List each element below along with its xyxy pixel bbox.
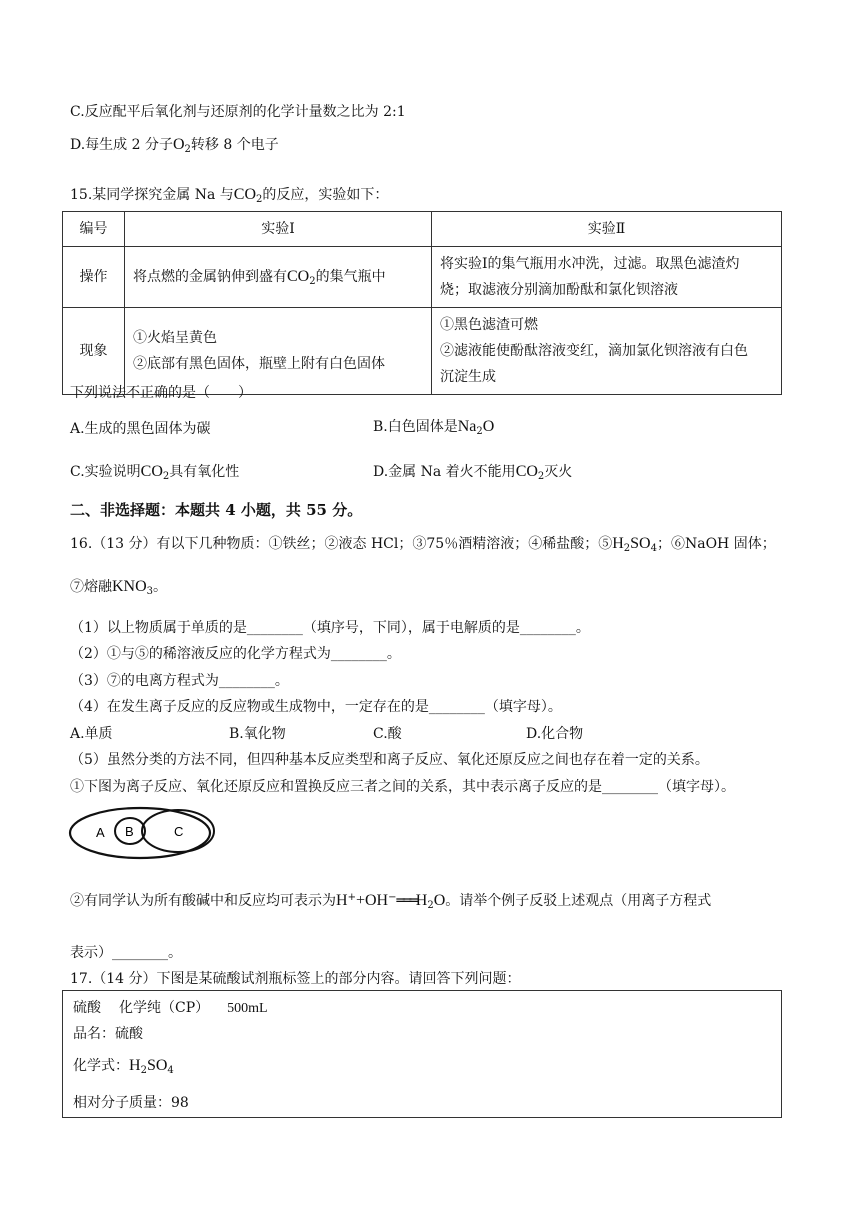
header-experiment-1: 实验Ⅰ [125,212,432,247]
q16-part-5b: ②有同学认为所有酸碱中和反应均可表示为$H^++OH^-═══H_2O$。请举个例子反驳上述观点（用离子方程式 [70,892,712,911]
q14-option-d: D.每生成 2 分子$O_2$转移 8 个电子 [70,136,279,155]
phenomenon-experiment-2: ①黑色滤渣可燃 ②滤液能使酚酞溶液变红，滴加氯化钡溶液有白色 沉淀生成 [432,308,782,395]
operation-experiment-2: 将实验Ⅰ的集气瓶用水冲洗，过滤。取黑色滤渣灼 烧；取滤液分别滴加酚酞和氯化钡溶液 [432,247,782,308]
q16-option-b: B.氧化物 [229,726,286,742]
q15-option-b: B.白色固体是$Na_2O$ [373,418,495,437]
operation-experiment-1: 将点燃的金属钠伸到盛有$CO_2$的集气瓶中 [125,247,432,308]
phenomenon-experiment-1: ①火焰呈黄色 ②底部有黑色固体，瓶壁上附有白色固体 [125,308,432,395]
q16-part-5b-cont: 表示）________。 [70,945,182,961]
q15-option-c: C.实验说明$CO_2$具有氧化性 [70,463,240,482]
q17-stem: 17.（14 分）下图是某硫酸试剂瓶标签上的部分内容。请回答下列问题： [70,971,521,987]
q16-option-d: D.化合物 [526,726,584,742]
header-number: 编号 [63,212,125,247]
venn-label-b: B [125,824,134,839]
header-experiment-2: 实验Ⅱ [432,212,782,247]
q16-part-4: （4）在发生离子反应的反应物或生成物中，一定存在的是________（填字母）。 [70,699,562,715]
row-label-operation: 操作 [63,247,125,308]
table-row-operation [63,247,782,308]
q15-question: 下列说法不正确的是（ ） [70,385,252,401]
venn-diagram [66,804,226,862]
label-product-name: 品名：硫酸 [73,1026,143,1042]
q16-part-5a: ①下图为离子反应、氧化还原反应和置换反应三者之间的关系，其中表示离子反应的是________（填字母）。 [70,779,735,795]
q16-stem: 16.（13 分）有以下几种物质：①铁丝；②液态 HCl；③75％酒精溶液；④稀盐酸；$⑤H_2SO_4$；⑥NaOH 固体； [70,535,776,554]
q15-option-d: D.金属 Na 着火不能用$CO_2$灭火 [373,463,573,482]
q16-option-a: A.单质 [70,726,113,742]
q16-option-c: C.酸 [373,726,402,742]
table-header-row [63,212,782,247]
label-formula: 化学式：$H_2SO_4$ [73,1057,174,1076]
label-molecular-mass: 相对分子质量：98 [73,1095,189,1111]
row-label-phenomenon: 现象 [63,308,125,395]
q16-part-3: （3）⑦的电离方程式为________。 [70,673,289,689]
q16-part-2: （2）①与⑤的稀溶液反应的化学方程式为________。 [70,646,401,662]
q14-option-c: C.反应配平后氧化剂与还原剂的化学计量数之比为 2:1 [70,104,406,120]
q16-stem-cont: ⑦熔融$KNO_3$。 [70,578,168,597]
venn-label-c: C [174,824,184,839]
q16-part-5: （5）虽然分类的方法不同，但四种基本反应类型和离子反应、氧化还原反应之间也存在着一定的关系。 [70,752,709,768]
q16-part-1: （1）以上物质属于单质的是________（填序号，下同），属于电解质的是________。 [70,620,590,636]
venn-label-a: A [96,825,105,840]
reagent-label [62,990,782,1118]
experiment-table [62,211,782,395]
label-header: 硫酸 化学纯（CP） 500mL [73,1000,268,1016]
q15-stem: 15.某同学探究金属 Na 与$CO_2$的反应，实验如下： [70,186,389,205]
q15-option-a: A.生成的黑色固体为碳 [70,421,211,437]
section-heading: 二、非选择题：本题共 4 小题，共 55 分。 [70,501,363,519]
